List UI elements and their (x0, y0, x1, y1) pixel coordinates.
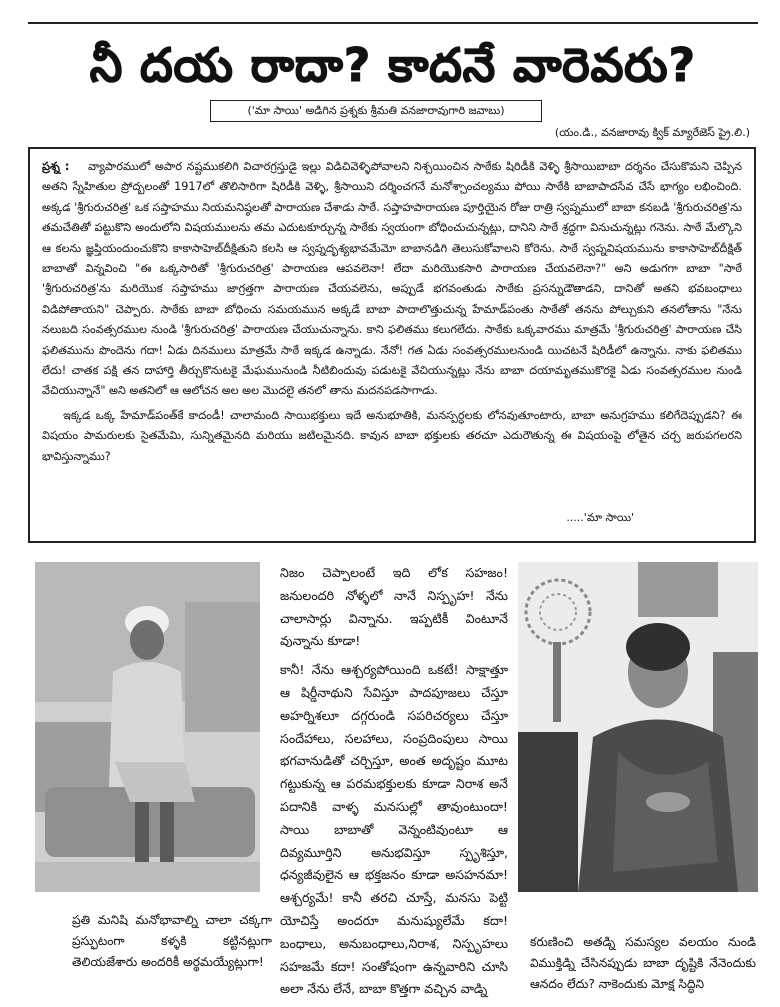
question-box (28, 147, 756, 543)
right-caption: కరుణించి అతడ్ని సమస్యల వలయం నుండి విముక్తిడ్ని చేసినప్పుడు బాబా దృష్టికి నేనెందుకు ఆనదం లేదు? నాకెందుకు మోక్ష సిద్ధిని (530, 935, 756, 991)
middle-column (280, 562, 508, 1007)
question-text-1: వ్యాపారములో అపార నష్టముకలిగి విచారగ్రస్తుడై ఇల్లు విడిచివెళ్ళిపోవాలని నిశ్చయించిన సాఠేకు షిరిడీకి వెళ్ళి శ్రీసాయిబాబా దర్శనం చేసుకొమని చెప్పిన అతని స్నేహితుల ప్రోద్బలంతో 1917లో తొలిసారిగా షిరిడీకి వెళ్ళి, శ్రీసాయిని దర్శించగనే మనోశ్చాంచల్యము పోయి సాఠేకి బాబాపాదసేవ చేసే భాగ్యం లభించింది. అక్కడ 'శ్రీగురుచరిత్ర' ఒక సప్తాహము నియమనిష్ఠలతో పారాయణ చేశాడు సాఠే. సప్తాహపారాయణ పూర్తియైన రోజు రాత్రి స్వప్నములో బాబా కనబడి 'శ్రీగురుచరిత్ర'ను తమచేతితో పట్టుకొని అందులోని విషయములను తమ ఎదుటకూర్చున్న సాఠేకు స్వయంగా బోధించుచున్నట్లు, దానిని సాఠే శ్రద్ధగా వినుచున్నట్లు గనెను. సాఠే మేల్కొని ఆ కలను జ్ఞప్తియందుంచుకొని కాకాసాహెబ్‌దీక్షితుని కలసి ఆ స్వప్నదృశ్యభావమేమో బాబానడిగి తెలుసుకోవాలని కోరెను. సాఠే స్వప్నవిషయమును కాకాసాహెబ్‌దీక్షిత్ బాబాతో విన్నవించి "ఈ ఒక్కసారితో 'శ్రీగురుచరిత్ర' పారాయణ ఆపవలెనా! లేదా మరియొకసారి పారాయణ చేయవలెనా?" అని అడుగగా బాబా "సాఠే 'శ్రీగురుచరిత్ర'ను మరియొక సప్తాహము జాగ్రత్తగా పారాయణ చేయవలెను, అప్పుడే భగవంతుడు సాఠేకు ప్రసన్నుడౌతాడని, దానితో అతని భవబంధాలు విడిపోతాయని" చెప్పారు. సాఠేకు బాబా బోధించు సమయమున అక్కడే బాబా పాదాలొత్తుచున్న హేమాడ్‌పంతు సాఠేతో తనను పోల్చుకుని తనలోతాను "నేను నలుబది సంవత్సరముల నుండి 'శ్రీగురుచరిత్ర' పారాయణ చేయుచున్నాను. కాని ఫలితము కలుగలేదు. సాఠేకు ఒక్కవారము మాత్రమే 'శ్రీగురుచరిత్ర' పారాయణ చేసి ఫలితమును పొందెను గదా! ఏడు దినములు మాత్రమే సాఠే ఇక్కడ ఉన్నాడు. నేనో! గత ఏడు సంవత్సరములనుండి యిచటనే షిరిడీలో ఉన్నాను. నాకు ఫలితము లేదు! చాతక పక్షి తన దాహార్తి తీర్చుకొనుటకై మేఘమునుండి నీటిబిందువు పడుటకై వేచియున్నట్లు నేను బాబా దయామృతముకొరకై ఏడు సంవత్సరముల నుండి వేచియున్నానే" అని అతనిలో ఆ ఆలోచన అల అల మొదలై తనలో తాను మదనపడసాగాడు. (42, 160, 742, 398)
question-signature: .....'మా సాయి' (566, 511, 634, 524)
vanaja-rao-photo (518, 562, 758, 892)
middle-paragraph-2: కానీ! నేను ఆశ్చర్యపోయింది ఒకటే! సాక్షాత్తూ ఆ షిర్డీనాథుని సేవిస్తూ పాదపూజలు చేస్తూ అహర్నిశలూ దగ్గరుండి సపరిచర్యలు చేస్తూ సందేహాలు, సలహాలు, సంప్రదింపులు సాయి భగవానుడితో చర్చిస్తూ, అంత అదృష్టం మూట గట్టుకున్న ఆ పరమభక్తులకు కూడా నిరాశ అనే పదానికి వాళ్ళ మనసుల్లో తావుంటుందా! సాయి బాబాతో వెన్నంటివుంటూ ఆ దివ్యమూర్తిని అనుభవిస్తూ స్పృశిస్తూ, ధన్యజీవులైన ఆ భక్తజనం కూడా అసహనమా! ఆశ్చర్యమే! కానీ తరచి చూస్తే, మనసు పెట్టి యోచిస్తే అందరూ మనుష్యులేమే కదా! బంధాలు, అనుబంధాలు,నిరాశ, నిస్పృహలు సహజమే కదా! సంతోషంగా ఉన్నవారిని చూసి అలా నేను లేనే, బాబా కొత్తగా వచ్చిన వాడ్ని (280, 662, 508, 997)
middle-paragraph-1: నిజం చెప్పాలంటే ఇది లోక సహజం! జనులందరి నోళ్ళలో నానే నిస్పృహ! నేను చాలాసార్లు విన్నాను. ఇప్పటికీ వింటూనే వున్నాను కూడా! (280, 565, 508, 649)
question-text-2: ఇక్కడ ఒక్క హేమాడ్‌పంత్‌కే కాదండీ! చాలామంది సాయిభక్తులు ఇదే అనుభూతికి, మనస్పర్ధలకు లోనవుతూంటారు, బాబా అనుగ్రహము కలిగేదెప్పుడని? ఈ విషయం పామరులకు సైతమేమి, సున్నితమైనది మరియు జటిలమైనది. కావున బాబా భక్తులకు తరచూ ఎదురౌతున్న ఈ విషయంపై లోతైన చర్చ జరుపగలరని భావిస్తున్నాము? (42, 408, 742, 463)
question-paragraph-1 (42, 157, 742, 402)
article-headline: నీ దయ రాదా? కాదనే వారెవరు? (89, 38, 697, 92)
question-label: ప్రశ్న : (42, 160, 70, 173)
left-caption: ప్రతి మనిషి మనోభావాల్ని చాలా చక్కగా ప్రస్ఫుటంగా కళ్ళకి కట్టినట్లుగా తెలియజేశారు అందరికీ అర్థమయ్యేట్లుగా! (72, 913, 272, 969)
article-byline: (యం.డి., వనజారావు క్విక్ మ్యారేజెస్ ప్రై.లి.) (554, 126, 750, 139)
article-subhead: ('మా సాయి' అడిగిన ప్రశ్నకు శ్రీమతి వనజారావుగారి జవాబు) (210, 100, 542, 122)
sai-baba-photo (35, 562, 260, 892)
top-rule (28, 22, 758, 24)
question-paragraph-2 (42, 406, 742, 467)
